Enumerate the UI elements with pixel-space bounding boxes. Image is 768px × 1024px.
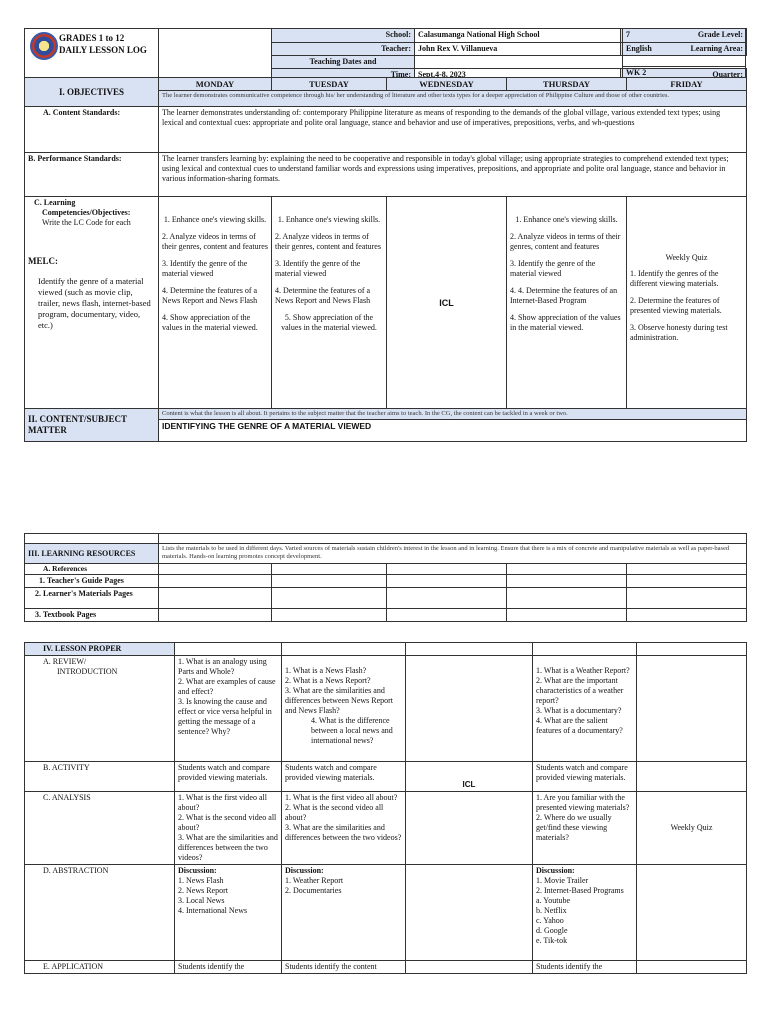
- objectives-heading: I. OBJECTIVES: [25, 78, 159, 107]
- header-values: [622, 28, 746, 80]
- lc-label2: Competencies/Objectives:: [42, 208, 131, 217]
- fri-obj-2: 2. Determine the features of presented viewing materials.: [630, 296, 722, 315]
- tue-obj-2: 2. Analyze videos in terms of their genres, content and features: [275, 232, 381, 251]
- area-value: English: [623, 43, 746, 56]
- lc-label3: Write the LC Code for each: [42, 218, 131, 227]
- title-line2: DAILY LESSON LOG: [59, 45, 147, 55]
- log-title: [25, 29, 159, 82]
- mon-obj-5: 4. Show appreciation of the values in the material viewed.: [162, 313, 258, 332]
- abstraction-monday: [175, 865, 282, 961]
- textbook-label: 3. Textbook Pages: [25, 609, 159, 622]
- fri-obj-1: 1. Identify the genres of the different viewing materials.: [630, 269, 719, 288]
- content-standards-value: The learner demonstrates understanding of: contemporary Philippine literature as means of responding to the demands of the global village, various extended text types; using lexical and contextual cues: appropriate and polite oral language, stance and behavior and use of imperatives, prepositions, verbs, and wh-questions: [159, 107, 747, 153]
- analysis-label: C. ANALYSIS: [25, 792, 175, 865]
- school-value: Calasumanga National High School: [415, 29, 621, 43]
- thu-obj-5: 4. Show appreciation of the values in the material viewed.: [510, 313, 621, 332]
- teacher-label: Teacher:: [272, 43, 415, 56]
- review-label-cell: [25, 656, 175, 762]
- school-label: School:: [272, 29, 415, 43]
- thu-obj-4: 4. 4. Determine the features of an Internet-Based Program: [510, 286, 618, 305]
- abstraction-mon-list: 1. News Flash 2. News Report 3. Local News 4. International News: [178, 876, 248, 915]
- thu-obj-2: 2. Analyze videos in terms of their genres, content and features: [510, 232, 621, 251]
- references-label: A. References: [25, 564, 159, 575]
- review-label: A. REVIEW/: [43, 657, 87, 666]
- fri-title: Weekly Quiz: [665, 253, 708, 262]
- resources-heading: III. LEARNING RESOURCES: [25, 544, 159, 564]
- review-monday: 1. What is an analogy using Parts and Whole? 2. What are examples of cause and effect? 3. Is knowing the cause and effect or vice versa helpful in getting the message of a sentence? Why?: [175, 656, 282, 762]
- time-label: Time:: [272, 69, 415, 82]
- tue-obj-4: 4. Determine the features of a News Report and News Flash: [275, 286, 371, 305]
- mon-obj-3: 3. Identify the genre of the material viewed: [162, 259, 248, 278]
- thu-obj-3: 3. Identify the genre of the material viewed: [510, 259, 596, 278]
- performance-standards-value: The learner transfers learning by: explaining the need to be cooperative and responsible in today's global village; using appropriate strategies to comprehend extended text types; using lexical and contextual cues to understand familiar words and expressions using imperatives, prepositions, and appropriate and polite oral language, stance and behavior in various information-sharing formats.: [159, 153, 747, 197]
- day-tuesday: TUESDAY: [272, 78, 387, 91]
- fri-obj-3: 3. Observe honesty during test administration.: [630, 323, 728, 342]
- melc-label: MELC:: [28, 256, 58, 266]
- content-value: IDENTIFYING THE GENRE OF A MATERIAL VIEWED: [159, 419, 747, 441]
- content-heading: II. CONTENT/SUBJECT MATTER: [25, 409, 159, 442]
- review-thursday: 1. What is a Weather Report? 2. What are the important characteristics of a weather report? 3. What is a documentary? 4. What are the salient features of a documentary?: [533, 656, 637, 762]
- lesson-proper-heading: IV. LESSON PROPER: [25, 643, 175, 656]
- objectives-wednesday-icl: ICL: [387, 197, 507, 409]
- day-thursday: THURSDAY: [507, 78, 627, 91]
- tue-obj-5: 5. Show appreciation of the values in the material viewed.: [281, 313, 377, 332]
- review-tue-q4: 4. What is the difference between a local news and international news?: [311, 716, 393, 745]
- abstraction-tue-list: 1. Weather Report 2. Documentaries: [285, 876, 344, 895]
- abstraction-thu-list: 1. Movie Trailer 2. Internet-Based Programs a. Youtube b. Netflix c. Yahoo d. Google e. Tik-tok: [536, 876, 624, 945]
- quarter-value: WK 2: [623, 67, 746, 80]
- analysis-thursday: 1. Are you familiar with the presented viewing materials? 2. Where do we usually get/find these viewing materials?: [533, 792, 637, 865]
- grade-value: 7: [623, 29, 746, 43]
- activity-wednesday-icl: ICL: [406, 762, 533, 792]
- thu-obj-1: 1. Enhance one's viewing skills.: [515, 215, 618, 224]
- day-friday: FRIDAY: [627, 78, 747, 91]
- title-line1: GRADES 1 to 12: [59, 33, 125, 43]
- review-tue-text: 1. What is a News Flash? 2. What is a News Report? 3. What are the similarities and differences between News Report and News Flash?: [285, 666, 394, 715]
- activity-thursday: Students watch and compare provided viewing materials.: [533, 762, 637, 792]
- abstraction-label: D. ABSTRACTION: [25, 865, 175, 961]
- abstraction-thursday: [533, 865, 637, 961]
- content-note: Content is what the lesson is all about. It pertains to the subject matter that the teacher aims to teach. In the CG, the content can be tackled in a week or two.: [159, 409, 747, 420]
- mon-obj-2: 2. Analyze videos in terms of their genres, content and features: [162, 232, 268, 251]
- resources-note: Lists the materials to be used in different days. Varied sources of materials sustain children's interest in the lesson and in learning. Ensure that there is a mix of concrete and manipulative materials as well as paper-based materials. Hands-on learning promotes concept development.: [159, 544, 747, 564]
- grade-label: Grade Level:: [697, 30, 744, 39]
- objectives-tuesday: [272, 197, 387, 409]
- abstraction-tue-disc: Discussion:: [285, 866, 324, 875]
- resources-table: [24, 533, 747, 622]
- activity-tuesday: Students watch and compare provided viewing materials.: [282, 762, 406, 792]
- objectives-note: The learner demonstrates communicative competence through his/ her understanding of literature and other texts types for a deeper appreciation of Philippine Culture and those of other countries.: [159, 91, 747, 107]
- learning-competencies-cell: [25, 197, 159, 409]
- teachers-guide-label: 1. Teacher's Guide Pages: [25, 575, 159, 588]
- day-wednesday: WEDNESDAY: [387, 78, 507, 91]
- abstraction-thu-disc: Discussion:: [536, 866, 575, 875]
- analysis-monday: 1. What is the first video all about? 2. What is the second video all about? 3. What are the similarities and differences between the two videos?: [175, 792, 282, 865]
- mon-obj-4: 4. Determine the features of a News Report and News Flash: [162, 286, 258, 305]
- day-monday: MONDAY: [159, 78, 272, 91]
- tue-obj-3: 3. Identify the genre of the material viewed: [275, 259, 361, 278]
- lesson-proper-table: [24, 642, 747, 974]
- lc-label1: C. Learning: [34, 198, 76, 207]
- objectives-monday: [159, 197, 272, 409]
- quarter-label: Quarter:: [621, 69, 747, 82]
- objectives-table: [24, 77, 747, 442]
- melc-value: Identify the genre of a material viewed (such as movie clip, trailer, news flash, internet-based program, documentary, video, etc.): [38, 276, 151, 330]
- abstraction-mon-disc: Discussion:: [178, 866, 217, 875]
- application-monday: Students identify the: [175, 961, 282, 974]
- objectives-thursday: [507, 197, 627, 409]
- performance-standards-label: B. Performance Standards:: [25, 153, 159, 197]
- teacher-value: John Rex V. Villanueva: [415, 43, 621, 56]
- learners-materials-label: 2. Learner's Materials Pages: [25, 588, 159, 609]
- tue-obj-1: 1. Enhance one's viewing skills.: [277, 215, 381, 224]
- activity-monday: Students watch and compare provided viewing materials.: [175, 762, 282, 792]
- application-tuesday: Students identify the content: [282, 961, 406, 974]
- mon-obj-1: 1. Enhance one's viewing skills.: [163, 215, 267, 224]
- dates-label: Teaching Dates and: [272, 56, 415, 69]
- introduction-label: INTRODUCTION: [57, 667, 118, 676]
- review-tuesday: [282, 656, 406, 762]
- analysis-tuesday: 1. What is the first video all about? 2. What is the second video all about? 3. What are the similarities and differences between the two videos?: [282, 792, 406, 865]
- abstraction-tuesday: [282, 865, 406, 961]
- application-label: E. APPLICATION: [25, 961, 175, 974]
- area-label: Learning Area:: [621, 43, 747, 56]
- content-standards-label: A. Content Standards:: [25, 107, 159, 153]
- analysis-friday: Weekly Quiz: [637, 792, 747, 865]
- activity-label: B. ACTIVITY: [25, 762, 175, 792]
- dates-value: Sept.4-8, 2023: [415, 69, 621, 82]
- objectives-friday: [627, 197, 747, 409]
- application-thursday: Students identify the: [533, 961, 637, 974]
